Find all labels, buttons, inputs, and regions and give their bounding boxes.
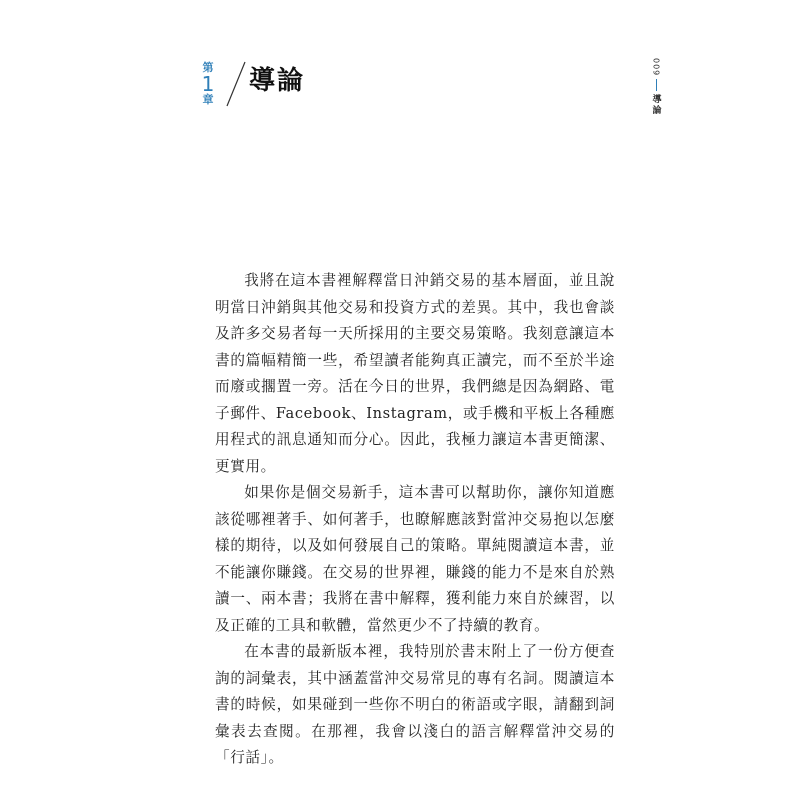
body-text <box>215 268 615 772</box>
running-header-title: 導論 <box>650 94 661 117</box>
chapter-divider-slash <box>226 60 246 108</box>
chapter-label-top: 第 <box>202 61 214 74</box>
running-header <box>648 58 664 116</box>
chapter-number: 1 <box>201 72 215 96</box>
paragraph: 如果你是個交易新手，這本書可以幫助你，讓你知道應該從哪裡著手、如何著手，也瞭解應該對當沖交易抱以怎麼樣的期待，以及如何發展自己的策略。單純閱讀這本書，並不能讓你賺錢。在交易的世界裡，賺錢的能力不是來自於熟讀一、兩本書；我將在書中解釋，獲利能力來自於練習，以及正確的工具和軟體，當然更少不了持續的教育。 <box>215 484 615 634</box>
running-header-rule <box>656 79 657 91</box>
paragraph: 我將在這本書裡解釋當日沖銷交易的基本層面，並且說明當日沖銷與其他交易和投資方式的差異。其中，我也會談及許多交易者每一天所採用的主要交易策略。我刻意讓這本書的篇幅精簡一些，希望讀者能夠真正讀完，而不至於半途而廢或擱置一旁。活在今日的世界，我們總是因為網路、電子郵件、Facebook、Instagram，或手機和平板上各種應用程式的訊息通知而分心。因此，我極力讓這本書更簡潔、更實用。 <box>215 272 615 475</box>
chapter-label-bottom: 章 <box>202 93 214 106</box>
chapter-label <box>196 62 220 106</box>
paragraph: 在本書的最新版本裡，我特別於書末附上了一份方便查詢的詞彙表，其中涵蓋當沖交易常見的專有名詞。閱讀這本書的時候，如果碰到一些你不明白的術語或字眼，請翻到詞彙表去查閱。在那裡，我會以淺白的語言解釋當沖交易的「行話」。 <box>215 643 615 766</box>
page-number: 009 <box>651 58 661 77</box>
chapter-title: 導論 <box>249 66 306 96</box>
